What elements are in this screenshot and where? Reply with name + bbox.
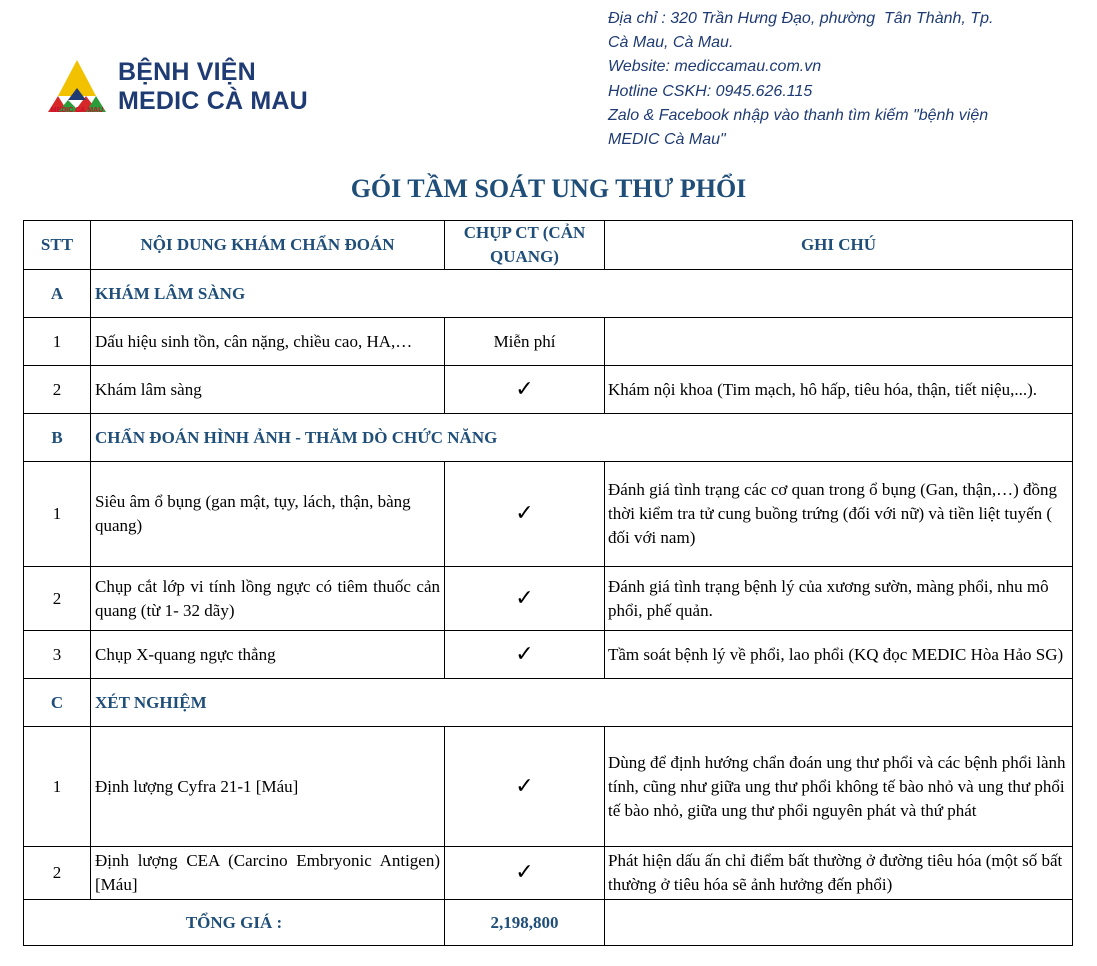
section-row: [24, 270, 1073, 318]
row-stt: 2: [24, 567, 91, 631]
hospital-name: [118, 58, 308, 116]
row-content: Chụp cắt lớp vi tính lồng ngực có tiêm thuốc cản quang (từ 1- 32 dãy): [91, 567, 445, 631]
row-note: [605, 318, 1073, 366]
section-name: KHÁM LÂM SÀNG: [91, 270, 1073, 318]
header-package: CHỤP CT (CẢN QUANG): [445, 221, 605, 270]
table-row: [24, 366, 1073, 414]
table-row: [24, 567, 1073, 631]
section-name: XÉT NGHIỆM: [91, 679, 1073, 727]
table-row: [24, 727, 1073, 847]
row-note: Khám nội khoa (Tim mạch, hô hấp, tiêu hóa, thận, tiết niệu,...).: [605, 366, 1073, 414]
row-note: Dùng để định hướng chẩn đoán ung thư phổi và các bệnh phổi lành tính, cũng như giữa ung thư phổi không tế bào nhỏ và ung thư phổi tế bào nhỏ, giữa ung thư phổi nguyên phát và thứ phát: [605, 727, 1073, 847]
table-row: [24, 318, 1073, 366]
check-icon: ✓: [445, 462, 605, 567]
row-content: Khám lâm sàng: [91, 366, 445, 414]
section-code: B: [24, 414, 91, 462]
total-label: TỔNG GIÁ :: [24, 900, 445, 946]
check-icon: ✓: [445, 727, 605, 847]
row-stt: 2: [24, 847, 91, 900]
check-icon: ✓: [445, 567, 605, 631]
header-content: NỘI DUNG KHÁM CHẨN ĐOÁN: [91, 221, 445, 270]
row-stt: 1: [24, 462, 91, 567]
check-icon: ✓: [445, 631, 605, 679]
row-content: Siêu âm ổ bụng (gan mật, tụy, lách, thận, bàng quang): [91, 462, 445, 567]
section-name: CHẨN ĐOÁN HÌNH ẢNH - THĂM DÒ CHỨC NĂNG: [91, 414, 1073, 462]
hospital-name-line1: BỆNH VIỆN: [118, 58, 256, 86]
row-stt: 1: [24, 727, 91, 847]
total-value: 2,198,800: [445, 900, 605, 946]
row-note: Đánh giá tình trạng các cơ quan trong ổ bụng (Gan, thận,…) đồng thời kiểm tra tử cung buồng trứng (đối với nữ) và tiền liệt tuyến ( đối với nam): [605, 462, 1073, 567]
contact-address-line1: Địa chỉ : 320 Trần Hưng Đạo, phường Tân Thành, Tp.: [608, 10, 994, 27]
contact-social-line2: MEDIC Cà Mau": [608, 131, 726, 149]
row-content: Định lượng Cyfra 21-1 [Máu]: [91, 727, 445, 847]
row-note: Tầm soát bệnh lý về phổi, lao phổi (KQ đọc MEDIC Hòa Hảo SG): [605, 631, 1073, 679]
page-title: GÓI TẦM SOÁT UNG THƯ PHỔI: [350, 174, 747, 203]
contact-address-line2: Cà Mau, Cà Mau.: [608, 34, 734, 52]
logo-caption: MEDIC CÀ MAU: [50, 107, 104, 114]
contact-hotline: Hotline CSKH: 0945.626.115: [608, 82, 813, 100]
row-stt: 3: [24, 631, 91, 679]
row-content: Dấu hiệu sinh tồn, cân nặng, chiều cao, HA,…: [91, 318, 445, 366]
table-header-row: [24, 221, 1073, 270]
section-code: A: [24, 270, 91, 318]
contact-info: [608, 7, 1078, 152]
row-value: Miễn phí: [445, 318, 605, 366]
row-content: Định lượng CEA (Carcino Embryonic Antigen) [Máu]: [91, 847, 445, 900]
total-note: [605, 900, 1073, 946]
hospital-name-line2: MEDIC CÀ MAU: [118, 87, 308, 115]
table-row: [24, 631, 1073, 679]
row-stt: 2: [24, 366, 91, 414]
row-note: Phát hiện dấu ấn chỉ điểm bất thường ở đường tiêu hóa (một số bất thường ở tiêu hóa sẽ ảnh hưởng đến phổi): [605, 847, 1073, 900]
contact-website: Website: mediccamau.com.vn: [608, 58, 822, 76]
section-row: [24, 414, 1073, 462]
header-stt: STT: [24, 221, 91, 270]
table-row: [24, 462, 1073, 567]
header-note: GHI CHÚ: [605, 221, 1073, 270]
section-row: [24, 679, 1073, 727]
package-table: [23, 220, 1073, 946]
row-content: Chụp X-quang ngực thẳng: [91, 631, 445, 679]
section-code: C: [24, 679, 91, 727]
check-icon: ✓: [445, 366, 605, 414]
table-row: [24, 847, 1073, 900]
row-note: Đánh giá tình trạng bệnh lý của xương sườn, màng phổi, nhu mô phổi, phế quản.: [605, 567, 1073, 631]
total-row: [24, 900, 1073, 946]
check-icon: ✓: [445, 847, 605, 900]
row-stt: 1: [24, 318, 91, 366]
contact-social-line1: Zalo & Facebook nhập vào thanh tìm kiếm "bệnh viện: [608, 106, 989, 124]
